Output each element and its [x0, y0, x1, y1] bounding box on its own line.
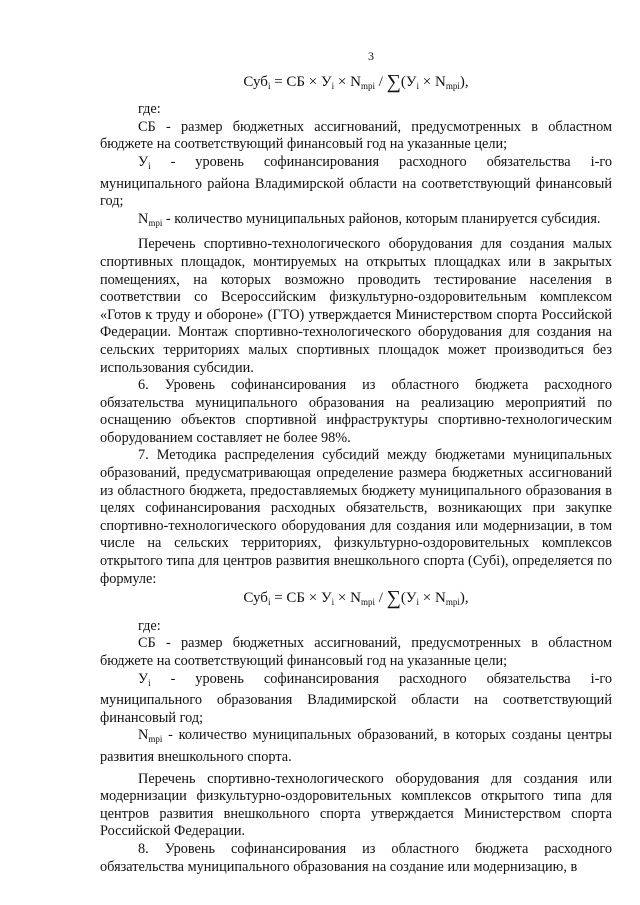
definition-n-2: [100, 727, 612, 766]
formula2-lhs: Суб: [243, 590, 268, 607]
formula2-paren-close: ),: [459, 590, 469, 607]
where-label-1: где:: [138, 101, 161, 118]
formula-lhs: Суб: [243, 73, 268, 90]
formula-paren-times: × N: [419, 73, 446, 90]
document-page: [100, 48, 612, 876]
n-label-2: N: [138, 727, 149, 744]
where-label-2: где:: [138, 617, 161, 634]
n-text-2: - количество муниципальных образований, в которых созданы центры развития внешкольного спорта.: [100, 727, 612, 765]
formula2-paren-times: × N: [419, 590, 446, 607]
formula2-slash: /: [374, 590, 387, 607]
definition-yi-2: [100, 671, 612, 728]
definition-yi-1: [100, 154, 612, 211]
yi-text-2: - уровень софинансирования расходного обязательства i-го муниципального образования Владимирской области на соответствующий финансовый год;: [100, 670, 612, 726]
yi-sub-1: i: [148, 160, 151, 171]
formula2-times: × N: [334, 590, 361, 607]
formula2-paren-n-sub: mpi: [445, 597, 460, 608]
yi-text-1: - уровень софинансирования расходного обязательства i-го муниципального района Владимирской области на соответствующий финансовый год;: [100, 153, 612, 210]
formula-slash: /: [374, 73, 387, 90]
yi-label-1: У: [138, 153, 149, 170]
sum-symbol: ∑: [386, 70, 401, 93]
definition-sb-1: СБ - размер бюджетных ассигнований, предусмотренных в областном бюджете на соответствующий финансовый год на указанные цели;: [100, 118, 612, 153]
formula-paren-y-sub: i: [416, 80, 420, 91]
equipment-list-paragraph-2: Перечень спортивно-технологического оборудования для создания или модернизации физкультурно-оздоровительных комплексов открытого типа для центров развития внешкольного спорта утверждается Министерством спорта Российской Федерации.: [100, 770, 612, 840]
formula-paren-open: (У: [400, 73, 417, 90]
n-sub-1: mpi: [148, 217, 163, 228]
formula-eq: = СБ × У: [270, 73, 332, 90]
formula-n-sub: mpi: [360, 80, 375, 91]
formula-lhs-sub: i: [267, 80, 271, 91]
formula-times: × N: [334, 73, 361, 90]
formula-y-sub: i: [331, 80, 335, 91]
formula-1: [100, 70, 612, 96]
formula-2: [100, 587, 612, 612]
yi-label-2: У: [138, 670, 149, 687]
formula2-y-sub: i: [331, 597, 335, 608]
equipment-list-paragraph-1: Перечень спортивно-технологического оборудования для создания малых спортивных площадок, монтируемых на открытых площадках или в закрытых помещениях, на которых возможно проводить тестирование населения в соответствии со Всероссийским физкультурно-оздоровительным комплексом «Готов к труду и обороне» (ГТО) утверждается Министерством спорта Российской Федерации. Монтаж спортивно-технологического оборудования для создания на сельских территориях малых спортивных площадок может производиться без использования субсидии.: [100, 236, 612, 376]
formula2-paren-open: (У: [400, 590, 417, 607]
formula2-lhs-sub: i: [267, 597, 271, 608]
n-text-1: - количество муниципальных районов, которым планируется субсидия.: [162, 210, 601, 227]
item-7-paragraph: 7. Методика распределения субсидий между бюджетами муниципальных образований, предусматривающая определение размера бюджетных ассигнований из областного бюджета, предоставляемых бюджету муниципального образования в целях софинансирования расходных обязательств, возникающих при закупке спортивно-технологического оборудования для создания или модернизации, в том числе на сельских территориях, физкультурно-оздоровительных комплексов открытого типа для центров развития внешкольного спорта (Субі), определяется по формуле:: [100, 447, 612, 587]
n-label-1: N: [138, 210, 149, 227]
definition-n-1: [100, 211, 612, 233]
formula-paren-close: ),: [459, 73, 469, 90]
definition-sb-2: СБ - размер бюджетных ассигнований, предусмотренных в областном бюджете на соответствующий финансовый год на указанные цели;: [100, 635, 612, 669]
sum-symbol-2: ∑: [386, 587, 401, 610]
formula2-paren-y-sub: i: [416, 597, 420, 608]
yi-sub-2: i: [148, 677, 151, 688]
formula-paren-n-sub: mpi: [445, 80, 460, 91]
item-8-paragraph: 8. Уровень софинансирования из областного бюджета расходного обязательства муниципального образования на создание или модернизацию, в: [100, 840, 612, 875]
formula2-n-sub: mpi: [360, 597, 375, 608]
item-6-paragraph: 6. Уровень софинансирования из областного бюджета расходного обязательства муниципального образования на реализацию мероприятий по оснащению объектов спортивной инфраструктуры спортивно-технологическим оборудованием составляет не более 98%.: [100, 377, 612, 446]
formula2-eq: = СБ × У: [270, 590, 332, 607]
n-sub-2: mpi: [148, 734, 163, 745]
page-number: 3: [368, 49, 374, 63]
